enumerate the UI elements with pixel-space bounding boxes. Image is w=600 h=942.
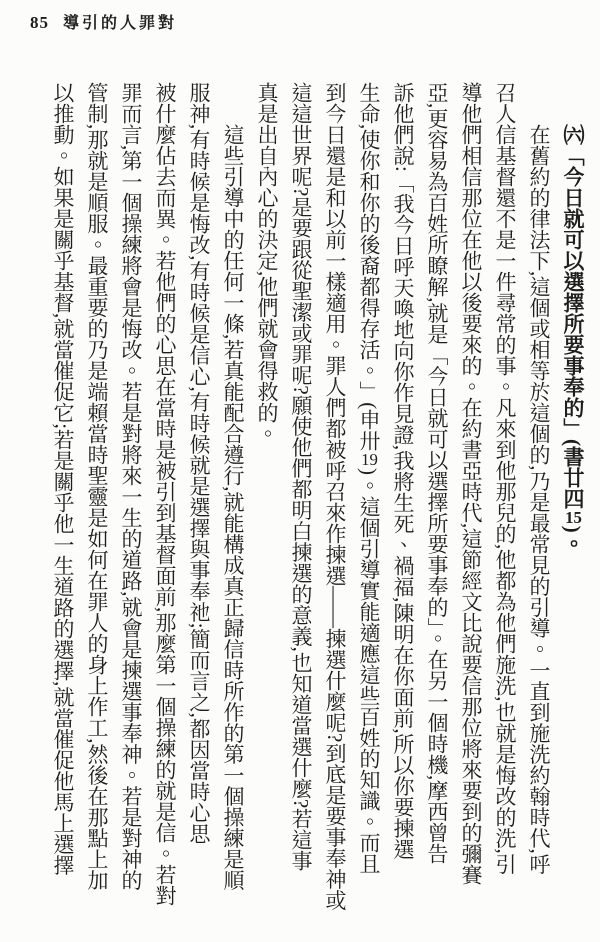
page-header (30, 10, 177, 33)
running-head-title: 導引的人罪對 (63, 15, 178, 32)
text-column: 到今日還是和以前一樣適用。罪人們都被呼召來作揀選——揀選什麼呢?到底是要事奉神或 (323, 82, 347, 911)
text-column: 以推動。如果是關乎基督,就當催促它;若是關乎他一生道路的選擇,就當催促他馬上選擇 (51, 82, 75, 876)
text-column: 罪而言,第一個操練將會是悔改。若是對將來一生的道路,就會是揀選事奉神。若是對神的 (119, 82, 143, 891)
text-column: 在舊約的律法下,這個或相等於這個的,乃是最常見的引導。一直到施洗約翰時代,呼 (527, 82, 551, 875)
text-column: 被什麼佔去而異。若他們的心思在當時是被引到基督面前,那麼第一個操練的就是信。若對 (153, 82, 177, 907)
body-text (46, 82, 590, 930)
text-column: 召人信基督還不是一件尋常的事。凡來到他那兒的,他都為他們施洗,也就是悔改的洗,引 (493, 82, 517, 875)
page-number: 85 (30, 13, 49, 32)
text-column: 亞,更容易為百姓所瞭解,就是「今日就可以選擇所要事奉的」。在另一個時機,摩西曾告 (425, 82, 449, 865)
text-column: 訴他們說:「我今日呼天喚地向你作見證,我將生死、禍福,陳明在你面前,所以你要揀選 (391, 82, 415, 860)
text-column: 導他們相信那位在他以後要來的。在約書亞時代,這節經文比說要信那位將來要到的彌賽 (459, 82, 483, 886)
text-column: 這些引導中的任何一條,若真能配合遵行,就能構成真正歸信時所作的第一個操練是順 (221, 82, 245, 891)
section-title: ㈥「今日就可以選擇所要事奉的」(書廿四15)。 (561, 82, 585, 554)
text-column: 真是出自內心的決定,他們就會得救的。 (255, 82, 279, 445)
text-column: 這這世界呢?是要跟從聖潔或罪呢?願使他們都明白揀選的意義,也知道當選什麼?若這事 (289, 82, 313, 872)
text-column: 生命,使你和你的後裔都得存活。」(申卅19)。這個引導實能適應這些百姓的知識。而且 (357, 82, 381, 875)
text-column: 管制,那就是順服。最重要的乃是端賴當時聖靈是如何在罪人的身上作工,然後在那點上加 (85, 82, 109, 891)
text-column: 服神,有時候是悔改,有時候是信心,有時候就是選擇與事奉祂;簡而言之,都因當時心思 (187, 82, 211, 844)
